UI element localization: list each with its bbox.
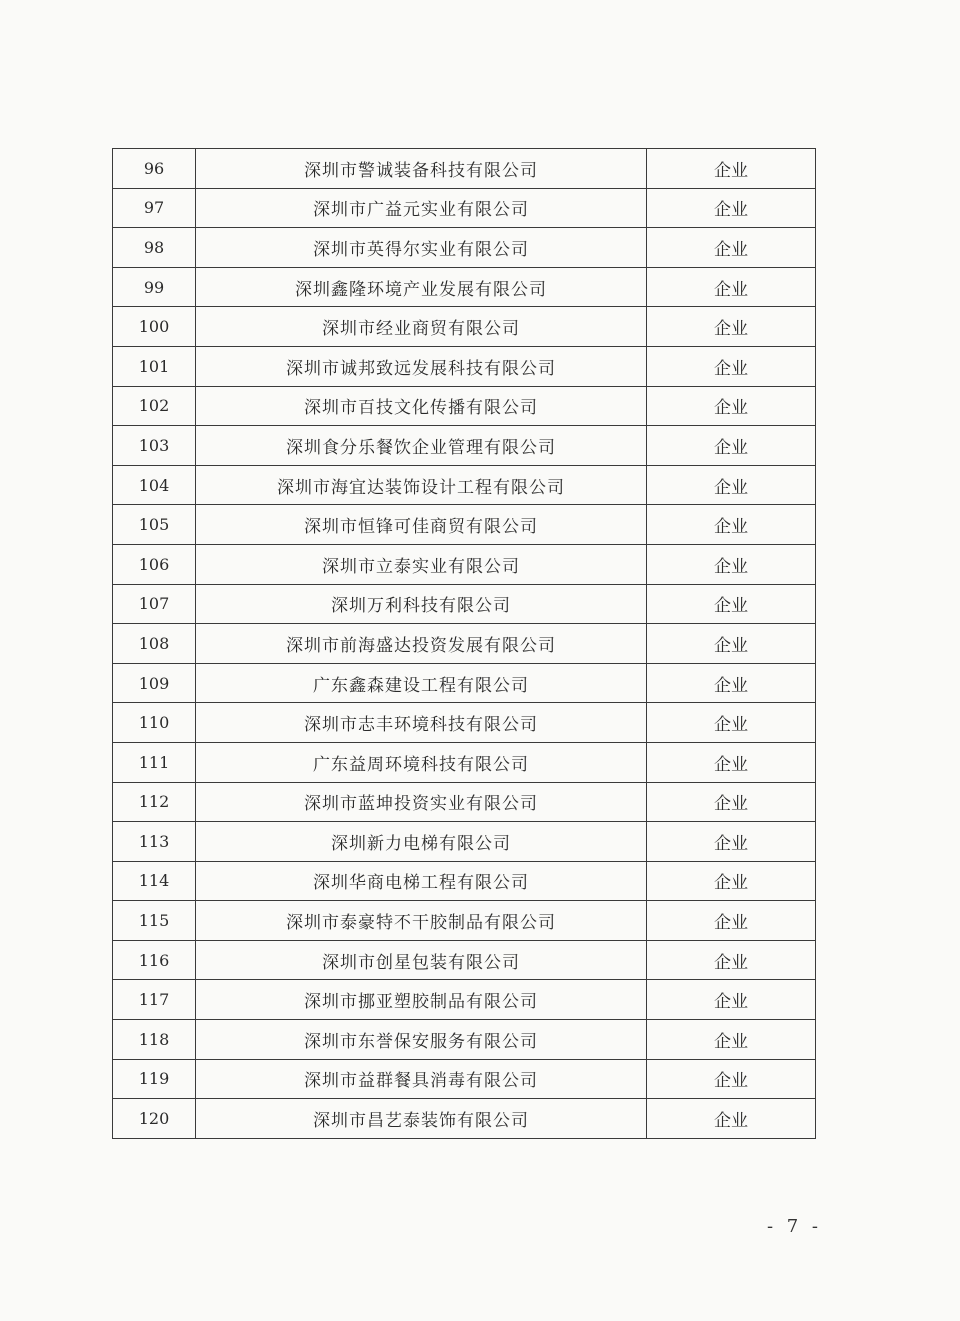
table-row <box>113 782 816 822</box>
entity-type: 企业 <box>647 188 816 228</box>
entity-type: 企业 <box>647 980 816 1020</box>
row-number: 100 <box>113 307 196 347</box>
company-name: 深圳市百技文化传播有限公司 <box>196 386 647 426</box>
company-name: 广东益周环境科技有限公司 <box>196 742 647 782</box>
company-name: 深圳市蓝坤投资实业有限公司 <box>196 782 647 822</box>
table-row <box>113 1020 816 1060</box>
table-row <box>113 267 816 307</box>
entity-type: 企业 <box>647 267 816 307</box>
row-number: 102 <box>113 386 196 426</box>
row-number: 117 <box>113 980 196 1020</box>
entity-type: 企业 <box>647 901 816 941</box>
entity-type: 企业 <box>647 307 816 347</box>
company-table-body <box>113 149 816 1139</box>
table-row <box>113 1059 816 1099</box>
company-name: 深圳市昌艺泰装饰有限公司 <box>196 1099 647 1139</box>
company-name: 深圳市东誉保安服务有限公司 <box>196 1020 647 1060</box>
row-number: 108 <box>113 624 196 664</box>
row-number: 114 <box>113 861 196 901</box>
company-name: 深圳新力电梯有限公司 <box>196 822 647 862</box>
table-row <box>113 822 816 862</box>
entity-type: 企业 <box>647 822 816 862</box>
entity-type: 企业 <box>647 584 816 624</box>
entity-type: 企业 <box>647 505 816 545</box>
table-row <box>113 901 816 941</box>
entity-type: 企业 <box>647 426 816 466</box>
table-row <box>113 505 816 545</box>
entity-type: 企业 <box>647 386 816 426</box>
entity-type: 企业 <box>647 1099 816 1139</box>
row-number: 97 <box>113 188 196 228</box>
company-name: 深圳市创星包装有限公司 <box>196 940 647 980</box>
entity-type: 企业 <box>647 149 816 189</box>
table-row <box>113 624 816 664</box>
row-number: 103 <box>113 426 196 466</box>
table-row <box>113 386 816 426</box>
company-name: 深圳市广益元实业有限公司 <box>196 188 647 228</box>
entity-type: 企业 <box>647 940 816 980</box>
company-name: 深圳市前海盛达投资发展有限公司 <box>196 624 647 664</box>
entity-type: 企业 <box>647 782 816 822</box>
row-number: 119 <box>113 1059 196 1099</box>
row-number: 120 <box>113 1099 196 1139</box>
row-number: 106 <box>113 544 196 584</box>
table-row <box>113 703 816 743</box>
company-name: 深圳市英得尔实业有限公司 <box>196 228 647 268</box>
row-number: 116 <box>113 940 196 980</box>
row-number: 112 <box>113 782 196 822</box>
table-row <box>113 465 816 505</box>
table-row <box>113 346 816 386</box>
company-name: 深圳食分乐餐饮企业管理有限公司 <box>196 426 647 466</box>
table-row <box>113 940 816 980</box>
entity-type: 企业 <box>647 663 816 703</box>
row-number: 98 <box>113 228 196 268</box>
entity-type: 企业 <box>647 346 816 386</box>
company-name: 深圳市诚邦致远发展科技有限公司 <box>196 346 647 386</box>
company-name: 深圳市恒锋可佳商贸有限公司 <box>196 505 647 545</box>
table-row <box>113 228 816 268</box>
company-name: 深圳鑫隆环境产业发展有限公司 <box>196 267 647 307</box>
company-table <box>112 148 816 1139</box>
company-name: 深圳华商电梯工程有限公司 <box>196 861 647 901</box>
company-name: 深圳市志丰环境科技有限公司 <box>196 703 647 743</box>
entity-type: 企业 <box>647 742 816 782</box>
row-number: 99 <box>113 267 196 307</box>
row-number: 104 <box>113 465 196 505</box>
company-name: 深圳市挪亚塑胶制品有限公司 <box>196 980 647 1020</box>
row-number: 101 <box>113 346 196 386</box>
row-number: 109 <box>113 663 196 703</box>
row-number: 96 <box>113 149 196 189</box>
table-row <box>113 980 816 1020</box>
company-name: 深圳市泰豪特不干胶制品有限公司 <box>196 901 647 941</box>
company-name: 深圳市经业商贸有限公司 <box>196 307 647 347</box>
row-number: 105 <box>113 505 196 545</box>
page-number: - 7 - <box>766 1216 822 1237</box>
table-row <box>113 584 816 624</box>
table-row <box>113 1099 816 1139</box>
row-number: 107 <box>113 584 196 624</box>
entity-type: 企业 <box>647 1059 816 1099</box>
table-row <box>113 149 816 189</box>
table-row <box>113 544 816 584</box>
entity-type: 企业 <box>647 624 816 664</box>
company-name: 深圳市海宜达装饰设计工程有限公司 <box>196 465 647 505</box>
company-name: 深圳万利科技有限公司 <box>196 584 647 624</box>
table-row <box>113 742 816 782</box>
entity-type: 企业 <box>647 1020 816 1060</box>
entity-type: 企业 <box>647 465 816 505</box>
row-number: 110 <box>113 703 196 743</box>
row-number: 111 <box>113 742 196 782</box>
table-row <box>113 663 816 703</box>
row-number: 115 <box>113 901 196 941</box>
entity-type: 企业 <box>647 544 816 584</box>
entity-type: 企业 <box>647 861 816 901</box>
company-name: 深圳市立泰实业有限公司 <box>196 544 647 584</box>
company-name: 广东鑫森建设工程有限公司 <box>196 663 647 703</box>
company-name: 深圳市益群餐具消毒有限公司 <box>196 1059 647 1099</box>
table-row <box>113 426 816 466</box>
row-number: 113 <box>113 822 196 862</box>
table-row <box>113 861 816 901</box>
company-name: 深圳市警诚装备科技有限公司 <box>196 149 647 189</box>
table-row <box>113 188 816 228</box>
row-number: 118 <box>113 1020 196 1060</box>
entity-type: 企业 <box>647 228 816 268</box>
table-row <box>113 307 816 347</box>
entity-type: 企业 <box>647 703 816 743</box>
